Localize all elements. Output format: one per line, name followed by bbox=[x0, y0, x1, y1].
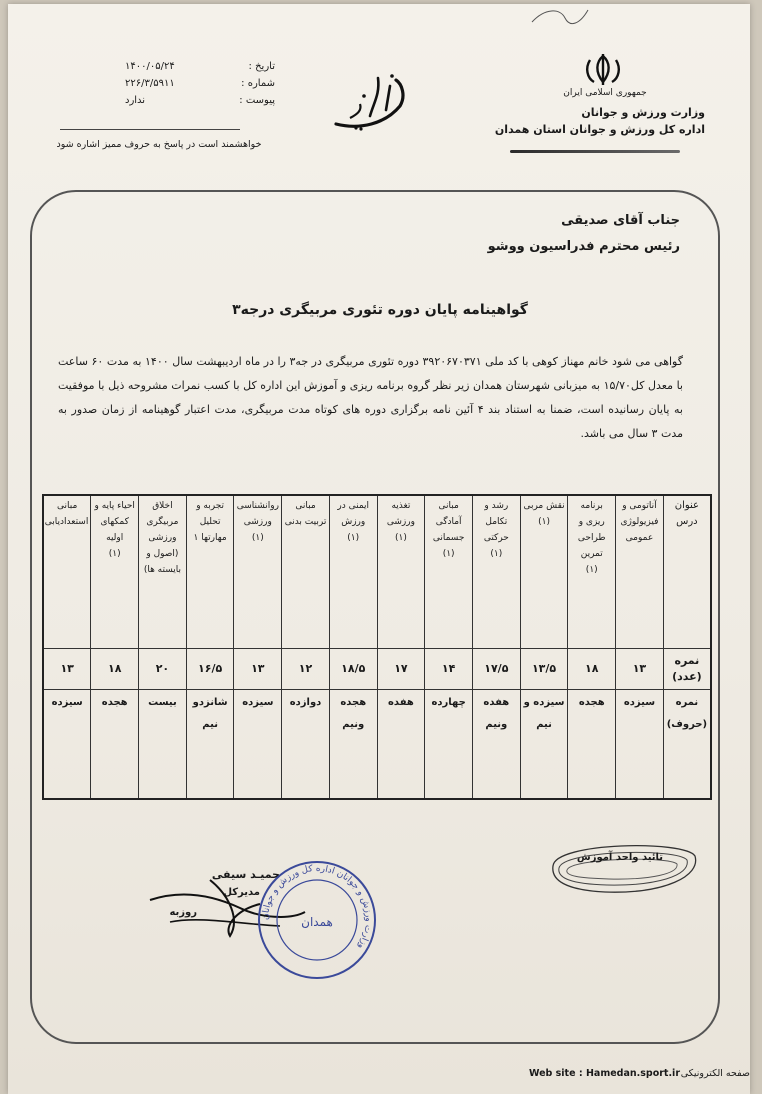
ministry-name: وزارت ورزش و جوانان bbox=[581, 106, 705, 119]
attachment-label: پیوست : bbox=[239, 95, 275, 106]
approval-stamp bbox=[545, 836, 700, 898]
grade-words-cell: هجده ونیم bbox=[329, 690, 377, 800]
grade-words-cell: سیزده bbox=[43, 690, 91, 800]
stamp-center-text: همدان bbox=[301, 915, 333, 929]
header-divider bbox=[60, 129, 240, 130]
grade-words-cell: سیزده bbox=[616, 690, 664, 800]
date-value: ۱۴۰۰/۰۵/۲۴ bbox=[125, 61, 175, 72]
subject-cell: اخلاق مربیگری ورزشی (اصول و بایسته ها) bbox=[139, 495, 187, 649]
stamp-ring-text: وزارت ورزش و جوانان اداره کل ورزش و جوانان bbox=[260, 863, 374, 951]
grade-words-cell: شانزدو نیم bbox=[186, 690, 234, 800]
official-stamp bbox=[255, 858, 379, 982]
grade-words-cell: هجده bbox=[91, 690, 139, 800]
row-head-words: نمره (حروف) bbox=[663, 690, 711, 800]
subject-cell: احیاء پایه و کمکهای اولیه (۱) bbox=[91, 495, 139, 649]
attachment-value: ندارد bbox=[125, 95, 146, 106]
header-labels bbox=[215, 58, 275, 109]
footer-website: Web site : Hamedan.sport.ir bbox=[528, 1068, 680, 1079]
grade-cell: ۱۸/۵ bbox=[329, 649, 377, 690]
grades-table bbox=[42, 494, 712, 800]
signatory-title: مدیرکل bbox=[223, 887, 260, 898]
grade-words-cell: دوازده bbox=[282, 690, 330, 800]
bismillah-calligraphy bbox=[330, 66, 420, 136]
approval-label: تائید واحد آموزش bbox=[576, 852, 664, 863]
grade-words-cell: چهارده bbox=[425, 690, 473, 800]
grade-cell: ۱۳/۵ bbox=[520, 649, 568, 690]
gov-title: جمهوری اسلامی ایران bbox=[563, 88, 647, 98]
grade-cell: ۱۸ bbox=[91, 649, 139, 690]
row-head-number: نمره (عدد) bbox=[663, 649, 711, 690]
subject-cell: تجربه و تحلیل مهارتها ۱ bbox=[186, 495, 234, 649]
date-label: تاریخ : bbox=[248, 61, 275, 72]
grade-cell: ۱۷ bbox=[377, 649, 425, 690]
grade-cell: ۱۸ bbox=[568, 649, 616, 690]
grade-words-cell: سیزده و نیم bbox=[520, 690, 568, 800]
grade-cell: ۱۳ bbox=[616, 649, 664, 690]
grade-words-cell: هجده bbox=[568, 690, 616, 800]
reply-note: خواهشمند است در پاسخ به حروف ممیز اشاره شود bbox=[56, 139, 262, 150]
certificate-title: گواهینامه پایان دوره تئوری مربیگری درجه۳ bbox=[232, 302, 528, 318]
recipient-block bbox=[420, 208, 680, 260]
department-name: اداره کل ورزش و جوانان استان همدان bbox=[494, 123, 705, 136]
grade-words-cell: بیست bbox=[139, 690, 187, 800]
grade-cell: ۱۳ bbox=[234, 649, 282, 690]
grade-words-cell: هفده bbox=[377, 690, 425, 800]
subject-cell: آناتومی و فیزیولوژی عمومی bbox=[616, 495, 664, 649]
subject-cell: روانشناسی ورزشی (۱) bbox=[234, 495, 282, 649]
table-row-subjects bbox=[43, 495, 711, 649]
pen-scribble bbox=[530, 6, 590, 26]
row-head-subject: عنوان درس bbox=[663, 495, 711, 649]
subject-cell: رشد و تکامل حرکتی (۱) bbox=[472, 495, 520, 649]
number-value: ۲۲۶/۳/۵۹۱۱ bbox=[125, 78, 175, 89]
number-label: شماره : bbox=[241, 78, 275, 89]
grade-cell: ۲۰ bbox=[139, 649, 187, 690]
subject-cell: مبانی آمادگی جسمانی (۱) bbox=[425, 495, 473, 649]
recipient-name: جناب آقای صدیقی bbox=[561, 213, 680, 228]
signatory-name: حمیـد سیفی bbox=[211, 868, 280, 881]
grade-words-cell: سیزده bbox=[234, 690, 282, 800]
subject-cell: تغذیه ورزشی (۱) bbox=[377, 495, 425, 649]
grade-cell: ۱۶/۵ bbox=[186, 649, 234, 690]
subject-cell: ایمنی در ورزش (۱) bbox=[329, 495, 377, 649]
subject-cell: برنامه ریزی و طراحی تمرین (۱) bbox=[568, 495, 616, 649]
subject-cell: نقش مربی (۱) bbox=[520, 495, 568, 649]
header-values bbox=[125, 58, 220, 109]
signatory-person: روزبه bbox=[169, 907, 197, 918]
iran-emblem-icon bbox=[582, 52, 624, 88]
table-row-grades-number bbox=[43, 649, 711, 690]
subject-cell: مبانی تربیت بدنی bbox=[282, 495, 330, 649]
grade-cell: ۱۳ bbox=[43, 649, 91, 690]
grade-words-cell: هفده ونیم bbox=[472, 690, 520, 800]
subject-cell: مبانی استعدادیابی bbox=[43, 495, 91, 649]
grade-cell: ۱۲ bbox=[282, 649, 330, 690]
ministry-underline bbox=[510, 150, 680, 153]
issuer-block bbox=[460, 104, 705, 138]
table-row-grades-words bbox=[43, 690, 711, 800]
grade-cell: ۱۷/۵ bbox=[472, 649, 520, 690]
recipient-title: رئیس محترم فدراسیون ووشو bbox=[487, 239, 680, 254]
grade-cell: ۱۴ bbox=[425, 649, 473, 690]
certificate-body: گواهی می شود خانم مهناز کوهی با کد ملی ۳۹۲۰۶۷۰۳۷۱ دوره تئوری مربیگری در جه۳ را در ماه اردیبهشت سال ۱۴۰۰ به مدت ۶۰ ساعت با معدل کل۱۵/۷۰ به میزبانی شهرستان همدان زیر نظر گروه برنامه ریزی و آموزش این اداره کل با کسب نمرات مشروحه ذیل با موفقیت به پایان رسانیده است، ضمنا به استناد بند ۴ آئین نامه برگزاری دوره های کوتاه مدت مربیگری، مدت اعتبار گوهینامه از زمان صدور به مدت ۳ سال می باشد. bbox=[58, 355, 683, 440]
footer-email-label: صفحه الکترونیکی bbox=[680, 1068, 750, 1079]
